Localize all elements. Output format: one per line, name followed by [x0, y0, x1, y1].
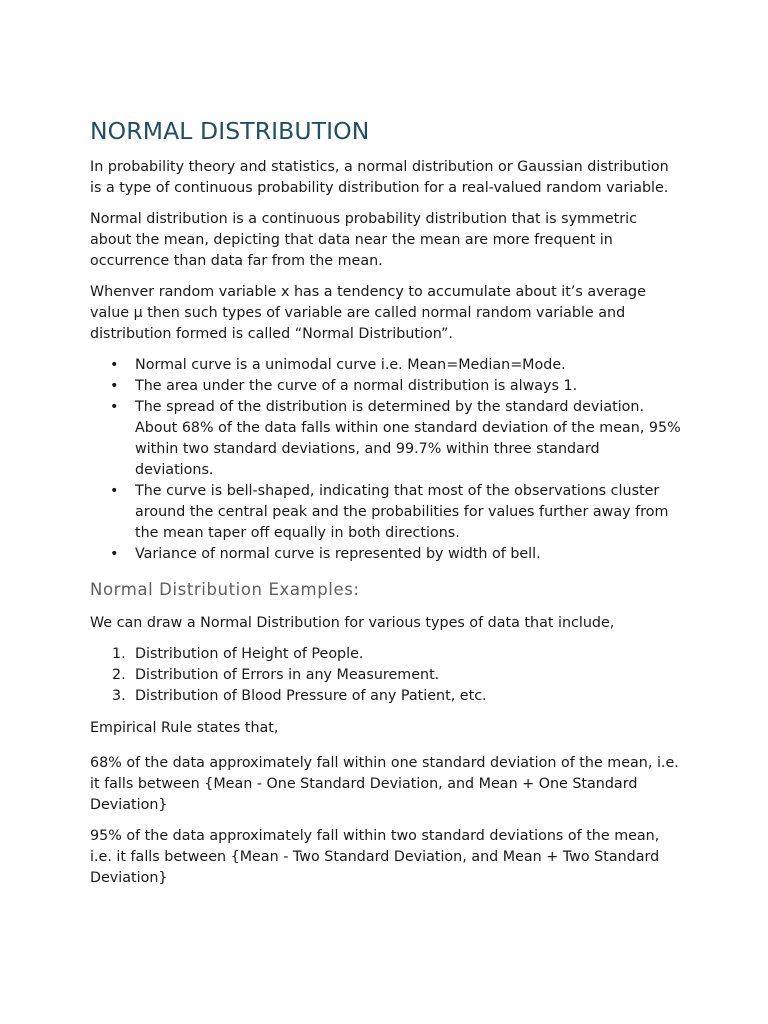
bullet-icon: •: [110, 546, 119, 562]
list-item-text: The spread of the distribution is determined by the standard deviation. About 68% of the data falls within one standard deviation of the mean, 95% within two standard deviations, and 99.7% within three standard deviations.: [135, 399, 681, 478]
list-item: [90, 686, 682, 707]
list-item: [90, 481, 682, 544]
list-item-text: Distribution of Height of People.: [135, 646, 364, 662]
list-item: [90, 376, 682, 397]
intro-paragraph: Normal distribution is a continuous probability distribution that is symmetric about the mean, depicting that data near the mean are more frequent in occurrence than data far from the mean.: [90, 211, 637, 269]
list-item-text: The curve is bell-shaped, indicating that most of the observations cluster around the central peak and the probabilities for values further away from the mean taper off equally in both directions.: [135, 483, 669, 541]
list-item: [90, 397, 682, 481]
document-page: [90, 114, 682, 899]
list-item-text: Normal curve is a unimodal curve i.e. Mean=Median=Mode.: [135, 357, 566, 373]
list-item-text: Variance of normal curve is represented by width of bell.: [135, 546, 541, 562]
empirical-rule-paragraph: 68% of the data approximately fall within one standard deviation of the mean, i.e. it falls between {Mean - One Standard Deviation, and Mean + One Standard Deviation}: [90, 755, 679, 813]
examples-intro: We can draw a Normal Distribution for various types of data that include,: [90, 615, 615, 631]
list-item: [90, 665, 682, 686]
list-number: 1.: [112, 646, 126, 662]
list-item: [90, 644, 682, 665]
properties-list: [90, 355, 682, 565]
list-item: [90, 544, 682, 565]
bullet-icon: •: [110, 357, 119, 373]
bullet-icon: •: [110, 483, 119, 499]
list-item-text: The area under the curve of a normal distribution is always 1.: [135, 378, 578, 394]
examples-list: [90, 644, 682, 707]
list-number: 2.: [112, 667, 126, 683]
empirical-rule-paragraph: 95% of the data approximately fall within two standard deviations of the mean, i.e. it falls between {Mean - Two Standard Deviation, and Mean + Two Standard Deviation}: [90, 828, 660, 886]
list-item: [90, 355, 682, 376]
examples-heading: Normal Distribution Examples:: [90, 580, 360, 599]
list-item-text: Distribution of Blood Pressure of any Patient, etc.: [135, 688, 487, 704]
list-number: 3.: [112, 688, 126, 704]
empirical-rule-intro: Empirical Rule states that,: [90, 720, 279, 736]
bullet-icon: •: [110, 378, 119, 394]
list-item-text: Distribution of Errors in any Measurement.: [135, 667, 440, 683]
intro-paragraph: In probability theory and statistics, a normal distribution or Gaussian distribution is a type of continuous probability distribution for a real-valued random variable.: [90, 159, 669, 196]
bullet-icon: •: [110, 399, 119, 415]
intro-paragraph: Whenver random variable x has a tendency to accumulate about it’s average value μ then such types of variable are called normal random variable and distribution formed is called “Normal Distribution”.: [90, 284, 646, 342]
document-title: NORMAL DISTRIBUTION: [90, 117, 370, 145]
